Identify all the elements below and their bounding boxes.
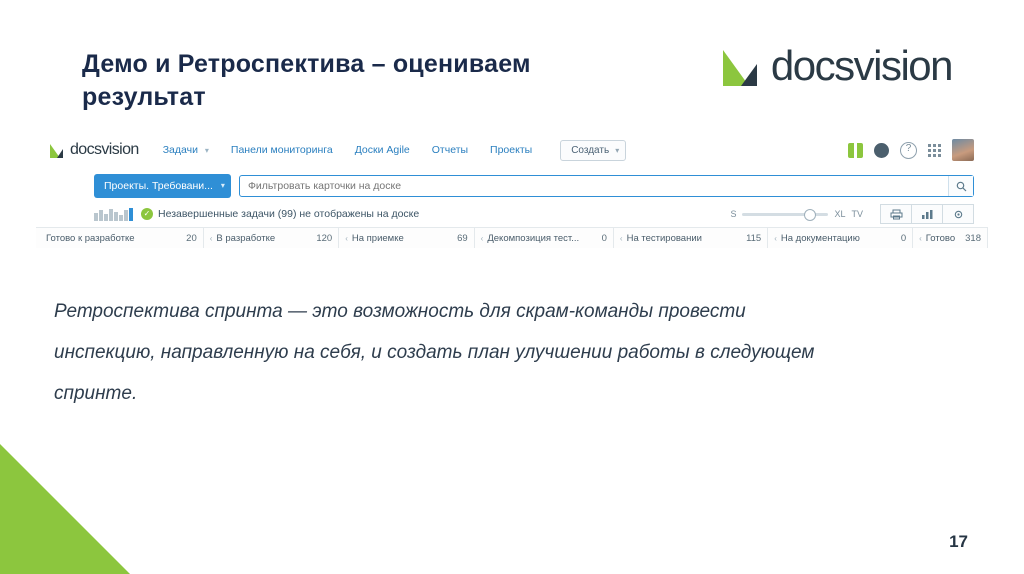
board-info-message: Незавершенные задачи (99) не отображены на доске — [158, 208, 420, 220]
board-columns-header — [36, 227, 988, 248]
nav-item-tasks[interactable] — [163, 144, 209, 156]
board-selector[interactable] — [94, 174, 231, 198]
gear-icon — [953, 209, 964, 220]
board-filter-row — [36, 171, 988, 201]
board-column-ready-for-development[interactable] — [36, 228, 204, 248]
column-count: 318 — [965, 232, 981, 244]
board-selector-label: Проекты. Требовани... — [104, 180, 213, 192]
chevron-down-icon: ▾ — [615, 145, 620, 155]
printer-icon — [890, 209, 903, 220]
board-settings-button[interactable] — [942, 204, 974, 224]
page-title: Демо и Ретроспектива – оцениваем результат — [82, 50, 531, 111]
column-name: В разработке — [216, 232, 276, 244]
nav-item-monitoring-panels[interactable]: Панели мониторинга — [230, 144, 333, 156]
slide-body-text: Ретроспектива спринта — это возможность для скрам-команды провести инспекцию, направленную на себя, и создать план улучшении работы в следующем спринте. — [54, 301, 815, 404]
print-button[interactable] — [880, 204, 912, 224]
column-count: 0 — [601, 232, 607, 244]
board-progress-bars-icon — [94, 208, 133, 221]
chevron-left-icon: ‹ — [774, 233, 777, 243]
chevron-left-icon: ‹ — [209, 233, 213, 243]
search-field-wrapper — [239, 175, 974, 197]
brand-logo — [723, 42, 952, 90]
topbar-actions — [848, 139, 974, 161]
help-icon[interactable]: ? — [900, 142, 917, 159]
search-button[interactable] — [948, 176, 973, 196]
create-button-label: Создать — [571, 144, 610, 156]
column-count: 115 — [746, 232, 762, 244]
board-info-row — [36, 201, 988, 227]
board-tool-buttons — [881, 204, 974, 224]
zoom-slider[interactable] — [742, 213, 828, 216]
column-count: 120 — [316, 232, 333, 244]
search-icon — [956, 181, 967, 192]
zoom-slider-knob[interactable] — [804, 209, 816, 221]
app-logo-icon — [50, 142, 65, 158]
chevron-down-icon: ▾ — [220, 181, 225, 190]
nav-item-tasks-label: Задачи — [162, 144, 198, 156]
apps-grid-icon[interactable] — [928, 144, 941, 157]
board-column-documentation[interactable] — [768, 228, 913, 248]
info-check-icon: ✓ — [141, 208, 153, 220]
column-name: На документацию — [780, 232, 860, 244]
app-logo[interactable] — [50, 141, 139, 159]
column-count: 20 — [186, 232, 197, 244]
column-name: На тестировании — [626, 232, 702, 244]
chevron-left-icon: ‹ — [619, 233, 623, 243]
app-logo-label: docsvision — [70, 141, 139, 158]
board-column-testing[interactable] — [614, 228, 768, 248]
board-column-in-development[interactable] — [204, 228, 339, 248]
zoom-max-label: XL — [834, 209, 846, 219]
chevron-left-icon: ‹ — [480, 233, 484, 243]
chart-button[interactable] — [911, 204, 943, 224]
app-top-bar — [36, 130, 988, 171]
decorative-corner-triangle — [0, 444, 130, 574]
chart-icon — [921, 209, 934, 220]
column-name: Готово к разработке — [46, 232, 135, 244]
search-input[interactable] — [240, 180, 948, 192]
chevron-left-icon: ‹ — [345, 233, 348, 243]
board-column-test-decomposition[interactable] — [475, 228, 614, 248]
avatar[interactable] — [952, 139, 974, 161]
page-number: 17 — [949, 532, 968, 551]
zoom-min-label: S — [730, 209, 737, 219]
settings-icon[interactable] — [874, 143, 889, 158]
zoom-control-group — [730, 204, 974, 224]
brand-wordmark: docsvision — [770, 42, 952, 89]
chevron-down-icon: ▾ — [204, 146, 209, 155]
docsvision-logo-icon — [723, 46, 761, 86]
column-count: 0 — [900, 232, 907, 244]
column-name: Готово — [925, 232, 956, 244]
gift-icon[interactable] — [848, 143, 863, 158]
nav-item-projects[interactable]: Проекты — [490, 144, 533, 156]
column-count: 69 — [457, 232, 468, 244]
board-column-acceptance[interactable] — [339, 228, 474, 248]
board-column-done[interactable] — [913, 228, 988, 248]
nav-item-agile-boards[interactable]: Доски Agile — [354, 144, 410, 156]
zoom-tv-label: TV — [851, 209, 863, 219]
application-screenshot — [36, 130, 988, 260]
create-button[interactable] — [560, 140, 626, 161]
chevron-left-icon: ‹ — [919, 233, 922, 243]
column-name: На приемке — [351, 232, 404, 244]
column-name: Декомпозиция тест... — [487, 232, 580, 244]
nav-item-reports[interactable]: Отчеты — [431, 144, 469, 156]
